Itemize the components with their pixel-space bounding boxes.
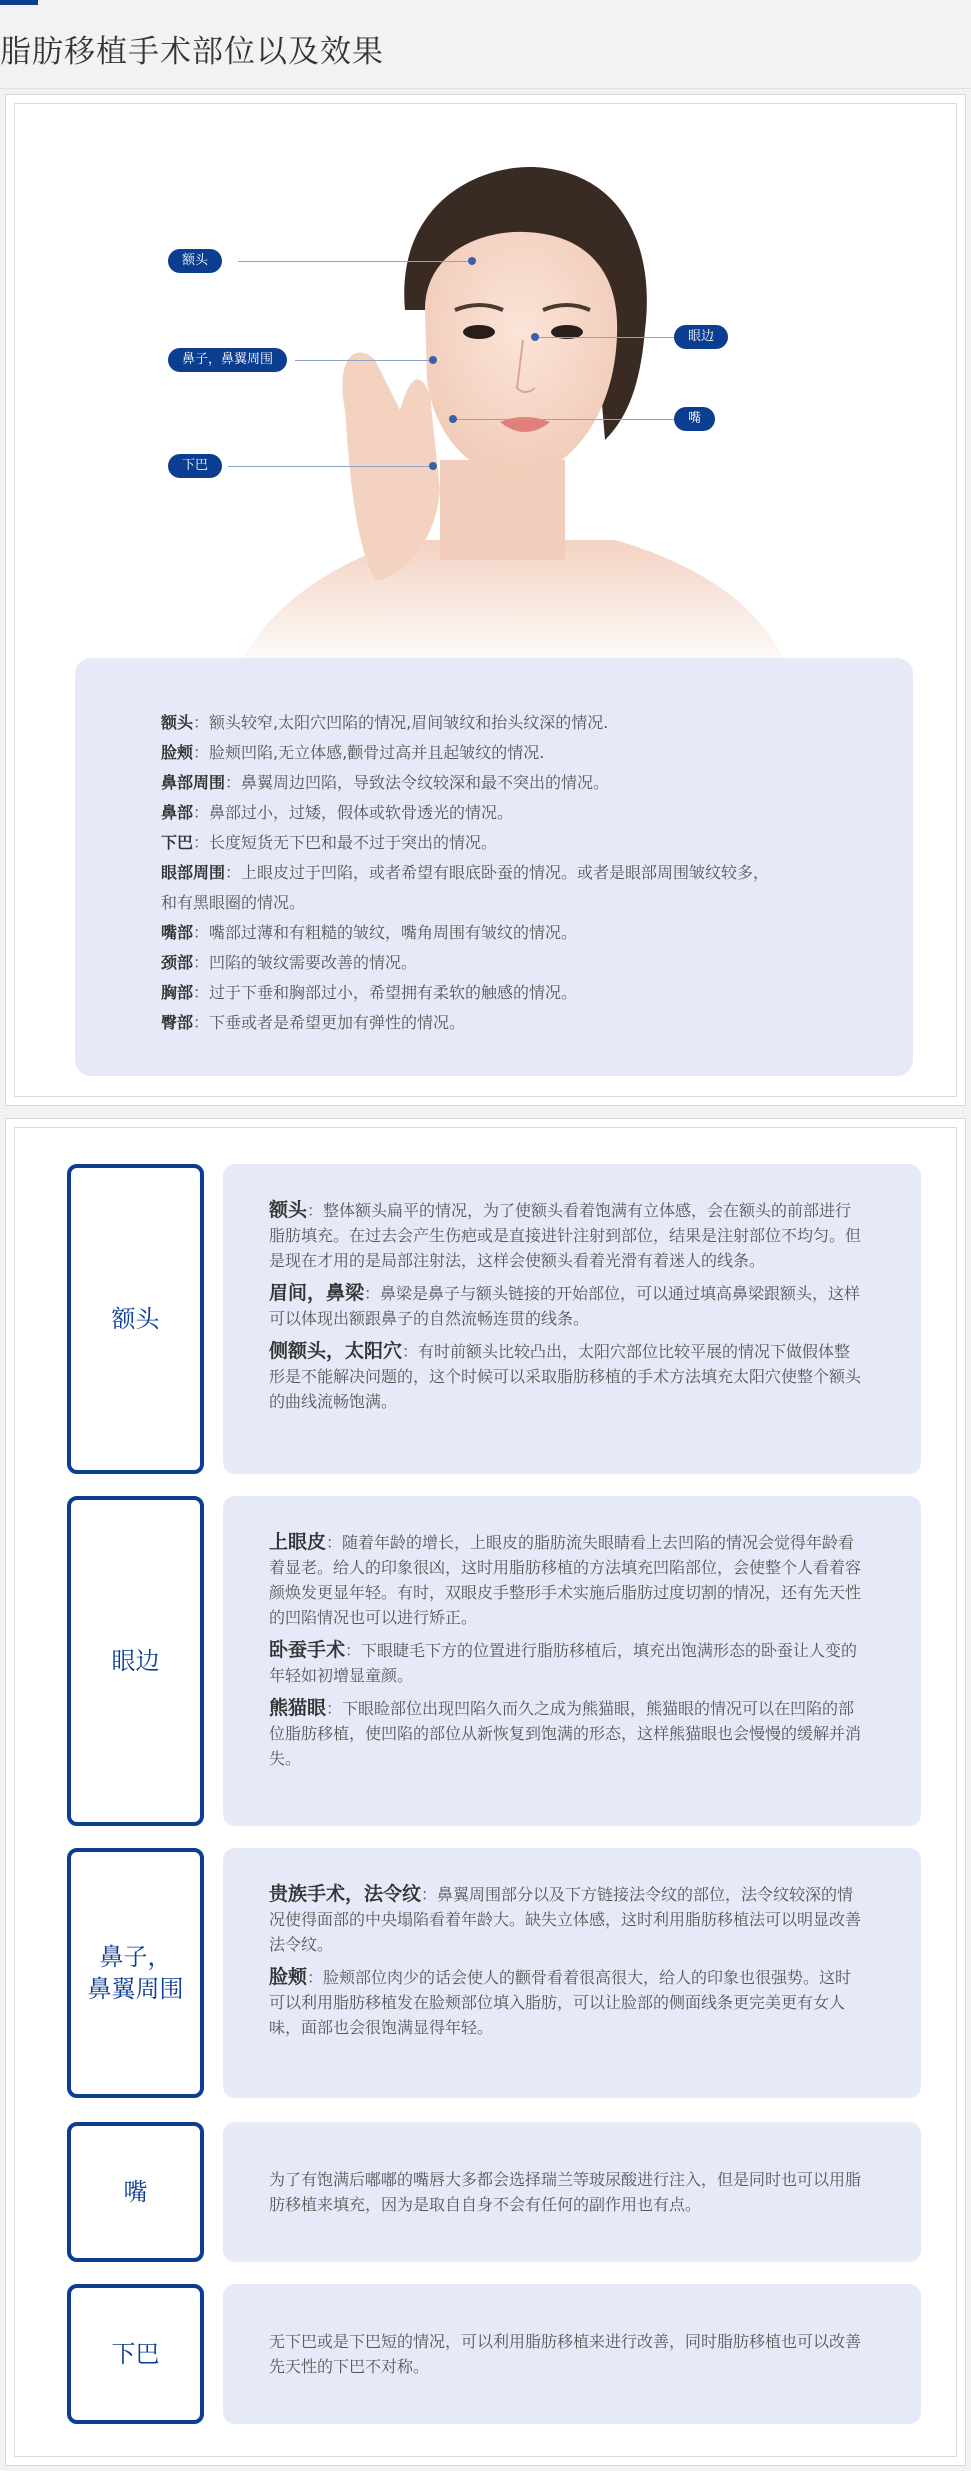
section-label: [67, 1848, 204, 2098]
section-paragraph: 熊猫眼：下眼睑部位出现凹陷久而久之成为熊猫眼，熊猫眼的情况可以在凹陷的部位脂肪移植，使凹陷的部位从新恢复到饱满的形态，这样熊猫眼也会慢慢的缓解并消失。: [269, 1697, 862, 1768]
leader-eyes: [535, 337, 674, 338]
section-chin: [67, 2284, 921, 2424]
dot-eyes: [531, 333, 539, 341]
summary-line: 臀部：下垂或者是希望更加有弹性的情况。: [161, 1013, 466, 1032]
label-forehead: 额头: [168, 249, 222, 273]
summary-line: 胸部：过于下垂和胸部过小，希望拥有柔软的触感的情况。: [161, 983, 578, 1002]
section-paragraph: 卧蚕手术：下眼睫毛下方的位置进行脂肪移植后，填充出饱满形态的卧蚕让人变的年轻如初增显童颜。: [269, 1639, 858, 1685]
section-eyes: [67, 1496, 921, 1826]
summary-line: 额头：额头较窄,太阳穴凹陷的情况,眉间皱纹和抬头纹深的情况.: [161, 713, 609, 732]
section-paragraph: 额头：整体额头扁平的情况，为了使额头看着饱满有立体感，会在额头的前部进行脂肪填充。在过去会产生伤疤或是直接进针注射到部位，结果是注射部位不均匀。但是现在才用的是局部注射法，这样会使额头看着光滑有着迷人的线条。: [269, 1199, 862, 1270]
section-paragraph: 脸颊：脸颊部位肉少的话会使人的颧骨看着很高很大，给人的印象也很强势。这时可以利用脂肪移植发在脸颊部位填入脂肪，可以让脸部的侧面线条更完美更有女人味，面部也会很饱满显得年轻。: [269, 1966, 852, 2037]
title-divider: [0, 88, 971, 89]
section-label: 眼边: [67, 1496, 204, 1826]
section-nose: [67, 1848, 921, 2098]
summary-line: 下巴：长度短货无下巴和最不过于突出的情况。: [161, 833, 498, 852]
dot-mouth: [449, 415, 457, 423]
summary-line: 嘴部：嘴部过薄和有粗糙的皱纹，嘴角周围有皱纹的情况。: [161, 923, 578, 942]
summary-line: 脸颊：脸颊凹陷,无立体感,颧骨过高并且起皱纹的情况.: [161, 743, 545, 762]
section-forehead: [67, 1164, 921, 1474]
section-content: [223, 2284, 921, 2424]
face-diagram-panel: [5, 94, 966, 1106]
section-paragraph: 无下巴或是下巴短的情况，可以利用脂肪移植来进行改善，同时脂肪移植也可以改善先天性的下巴不对称。: [269, 2332, 862, 2376]
page-title: 脂肪移植手术部位以及效果: [0, 34, 384, 70]
summary-box: [75, 658, 913, 1076]
summary-line: 颈部：凹陷的皱纹需要改善的情况。: [161, 953, 418, 972]
face-diagram-frame: [14, 103, 957, 1097]
dot-chin: [429, 462, 437, 470]
section-paragraph: 眉间，鼻梁：鼻梁是鼻子与额头链接的开始部位，可以通过填高鼻梁跟额头，这样可以体现出额跟鼻子的自然流畅连贯的线条。: [269, 1282, 861, 1328]
label-eyes: 眼边: [674, 325, 728, 349]
summary-line: 鼻部周围：鼻翼周边凹陷，导致法令纹较深和最不突出的情况。: [161, 773, 610, 792]
summary-line: 眼部周围：上眼皮过于凹陷，或者希望有眼底卧蚕的情况。或者是眼部周围皱纹较多，: [161, 863, 770, 882]
section-content: [223, 1164, 921, 1474]
details-frame: [14, 1127, 957, 2457]
section-label: 下巴: [67, 2284, 204, 2424]
section-paragraph: 为了有饱满后嘟嘟的嘴唇大多都会选择瑞兰等玻尿酸进行注入，但是同时也可以用脂肪移植来填充，因为是取自自身不会有任何的副作用也有点。: [269, 2170, 862, 2214]
label-chin: 下巴: [168, 454, 222, 478]
section-label: 额头: [67, 1164, 204, 1474]
section-label-text: 鼻子， 鼻翼周围: [87, 1943, 184, 2003]
section-content: [223, 2122, 921, 2262]
details-panel: [5, 1118, 966, 2466]
leader-chin: [228, 466, 431, 467]
section-content: [223, 1848, 921, 2098]
section-label: 嘴: [67, 2122, 204, 2262]
section-content: [223, 1496, 921, 1826]
summary-line: 和有黑眼圈的情况。: [161, 893, 306, 912]
section-paragraph: 贵族手术，法令纹：鼻翼周围部分以及下方链接法令纹的部位，法令纹较深的情况使得面部的中央塌陷看着年龄大。缺失立体感，这时利用脂肪移植法可以明显改善法令纹。: [269, 1883, 862, 1954]
section-paragraph: 上眼皮：随着年龄的增长，上眼皮的脂肪流失眼睛看上去凹陷的情况会觉得年龄看着显老。给人的印象很凶，这时用脂肪移植的方法填充凹陷部位，会使整个人看着容颜焕发更显年轻。有时，双眼皮手整形手术实施后脂肪过度切割的情况，还有先天性的凹陷情况也可以进行矫正。: [269, 1531, 862, 1627]
summary-line: 鼻部：鼻部过小，过矮，假体或软骨透光的情况。: [161, 803, 514, 822]
label-mouth: 嘴: [674, 407, 715, 431]
label-nose: 鼻子，鼻翼周围: [168, 348, 287, 372]
leader-forehead: [238, 261, 468, 262]
section-mouth: [67, 2122, 921, 2262]
title-accent-bar: [0, 0, 38, 5]
dot-forehead: [468, 257, 476, 265]
dot-nose: [429, 356, 437, 364]
leader-nose: [295, 360, 431, 361]
leader-mouth: [453, 419, 674, 420]
section-paragraph: 侧额头，太阳穴：有时前额头比较凸出，太阳穴部位比较平展的情况下做假体整形是不能解决问题的，这个时候可以采取脂肪移植的手术方法填充太阳穴使整个额头的曲线流畅饱满。: [269, 1340, 862, 1411]
